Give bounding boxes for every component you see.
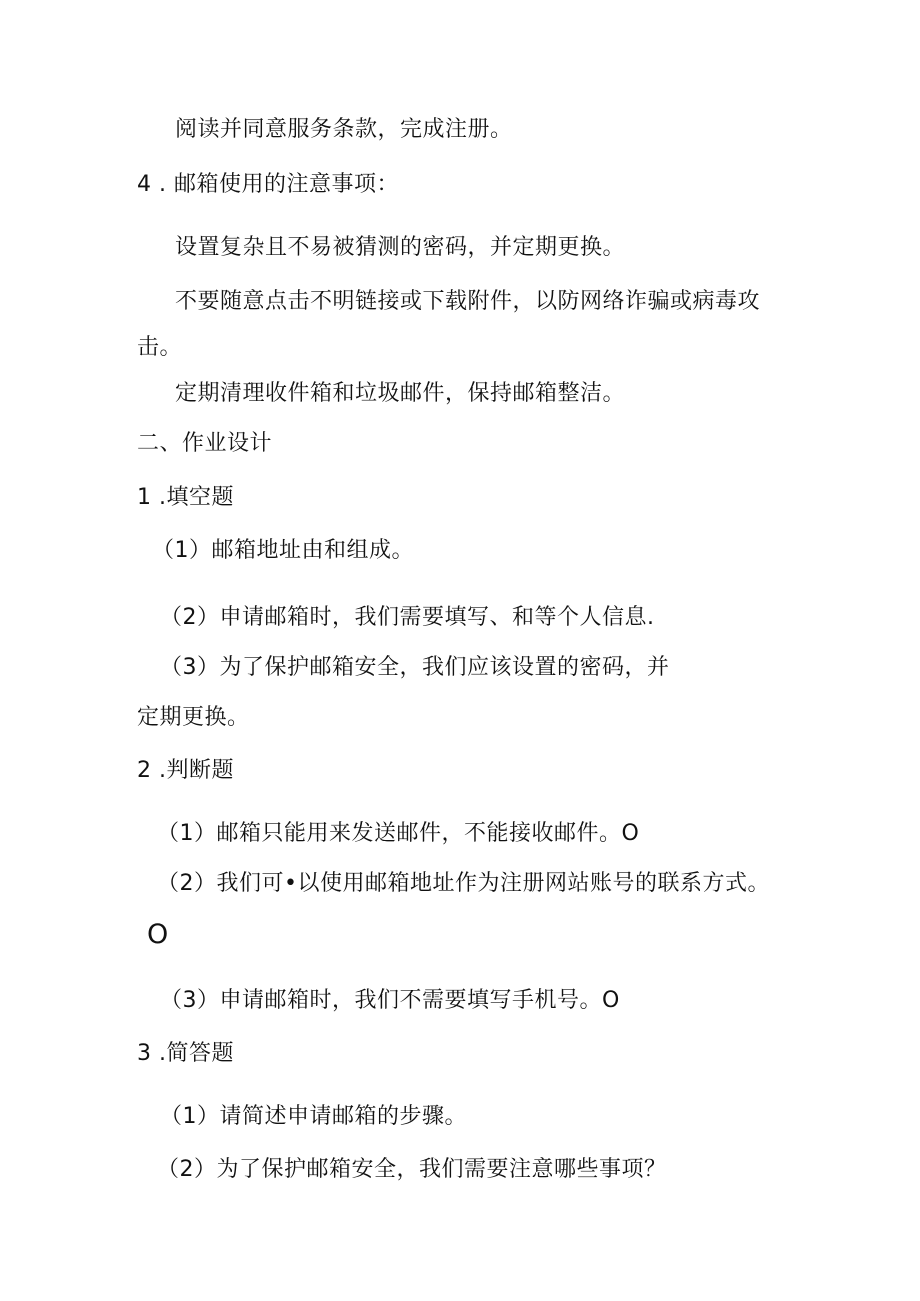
question-item: （2）我们可•以使用邮箱地址作为注册网站账号的联系方式。 <box>157 871 770 896</box>
paragraph-line: 击。 <box>137 335 183 360</box>
question-item: （1）邮箱只能用来发送邮件，不能接收邮件。O <box>157 821 640 846</box>
question-item: （1）邮箱地址由和组成。 <box>152 538 414 563</box>
paragraph-line: 阅读并同意服务条款，完成注册。 <box>175 117 513 142</box>
section-heading: 4 . 邮箱使用的注意事项： <box>137 172 399 197</box>
paragraph-line: 不要随意点击不明链接或下载附件，以防网络诈骗或病毒攻 <box>175 289 761 314</box>
paragraph-line: 设置复杂且不易被猜测的密码，并定期更换。 <box>175 235 626 260</box>
question-item: （2）为了保护邮箱安全，我们需要注意哪些事项？ <box>157 1157 667 1182</box>
question-type-heading: 1 .填空题 <box>137 485 234 510</box>
question-item: （1）请简述申请邮箱的步骤。 <box>160 1104 467 1129</box>
question-item: （3）为了保护邮箱安全，我们应该设置的密码，并 <box>160 655 670 680</box>
question-type-heading: 2 .判断题 <box>137 758 234 783</box>
answer-circle: O <box>147 919 169 950</box>
paragraph-line: 定期清理收件箱和垃圾邮件，保持邮箱整洁。 <box>175 381 626 406</box>
question-item: （3）申请邮箱时，我们不需要填写手机号。O <box>160 988 620 1013</box>
question-type-heading: 3 .简答题 <box>137 1041 234 1066</box>
question-item-continuation: 定期更换。 <box>137 705 250 730</box>
section-heading: 二、作业设计 <box>137 431 273 456</box>
question-item: （2）申请邮箱时，我们需要填写、和等个人信息. <box>160 605 655 630</box>
